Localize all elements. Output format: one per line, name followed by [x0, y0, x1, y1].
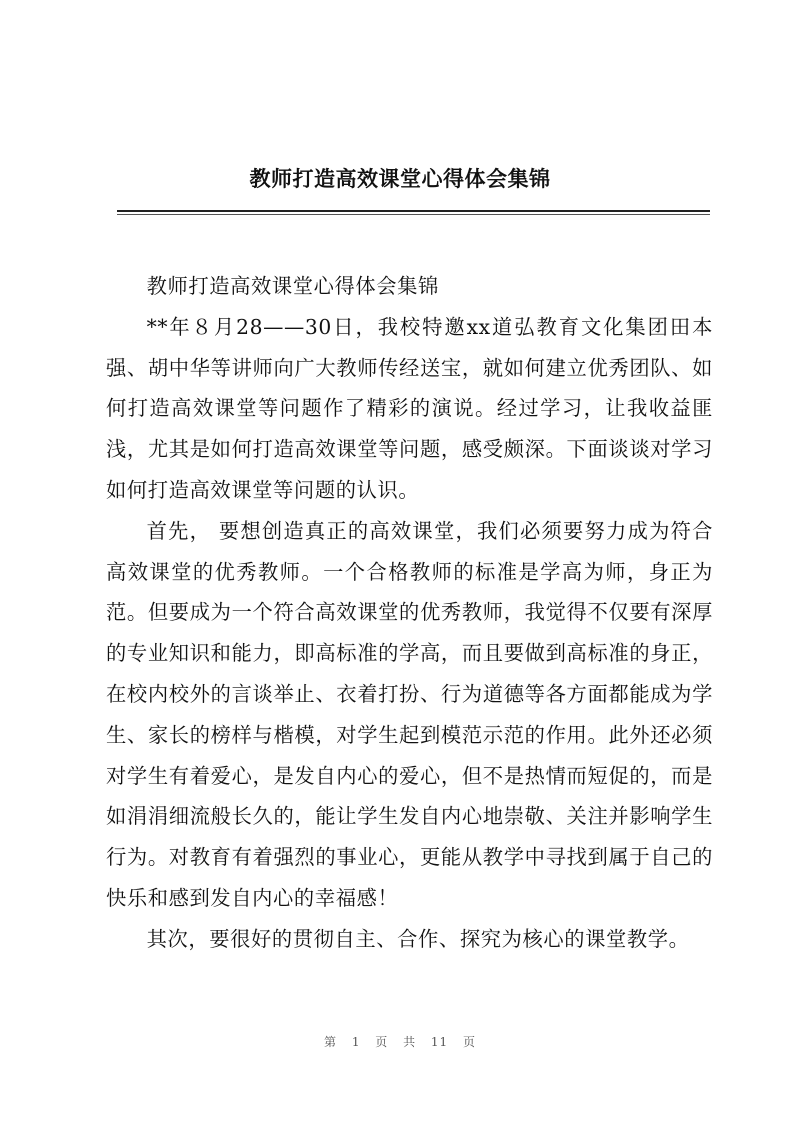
- paragraph-heading: 教师打造高效课堂心得体会集锦: [146, 274, 439, 298]
- paragraph-intro: **年８月28——30日，我校特邀xx道弘教育文化集团田本强、胡中华等讲师向广大教师传经送宝，就如何建立优秀团队、如何打造高效课堂等问题作了精彩的演说。经过学习，让我收益匪浅，尤其是如何打造高效课堂等问题，感受颇深。下面谈谈对学习如何打造高效课堂等问题的认识。: [106, 314, 713, 502]
- title-underline: [117, 210, 710, 212]
- title-underline-thin: [117, 214, 710, 215]
- paragraph-second-point: 其次，要很好的贯彻自主、合作、探究为核心的课堂教学。: [146, 926, 690, 951]
- document-body: [106, 266, 713, 960]
- paragraph-first-point: 首先， 要想创造真正的高效课堂，我们必须要努力成为符合高效课堂的优秀教师。一个合格教师的标准是学高为师，身正为范。但要成为一个符合高效课堂的优秀教师，我觉得不仅要有深厚的专业知识和能力，即高标准的学高，而且要做到高标准的身正，在校内校外的言谈举止、衣着打扮、行为道德等各方面都能成为学生、家长的榜样与楷模，对学生起到模范示范的作用。此外还必须对学生有着爱心，是发自内心的爱心，但不是热情而短促的，而是如涓涓细流般长久的，能让学生发自内心地崇敬、关注并影响学生行为。对教育有着强烈的事业心，更能从教学中寻找到属于自己的快乐和感到发自内心的幸福感！: [106, 518, 713, 910]
- page-number-footer: 第 1 页 共 11 页: [324, 1035, 476, 1049]
- document-title: 教师打造高效课堂心得体会集锦: [249, 167, 551, 191]
